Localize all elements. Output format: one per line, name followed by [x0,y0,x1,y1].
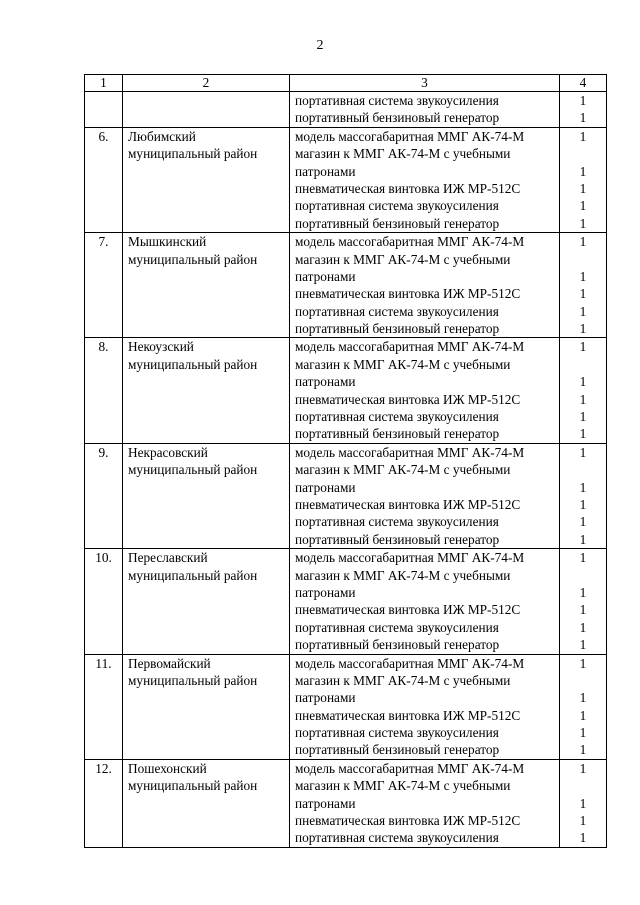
district-name: Некрасовский [128,444,208,460]
equipment-item: магазин к ММГ АК-74-М с учебными [295,146,511,162]
equipment-item: портативная система звукоусиления [295,198,499,214]
row-number-cell [85,127,123,232]
row-number: 12. [95,760,112,776]
quantity-value [560,356,606,373]
quantity-value: 1 [579,690,587,706]
equipment-item: портативная система звукоусиления [295,830,499,846]
quantity-value: 1 [579,234,587,250]
equipment-item: портативный бензиновый генератор [295,215,500,231]
equipment-item: портативный бензиновый генератор [295,742,500,758]
row-number: 6. [98,128,109,144]
equipment-item: портативная система звукоусиления [295,514,499,530]
quantity-value: 1 [579,339,587,355]
quantity-cell [560,233,607,338]
equipment-item: портативная система звукоусиления [295,93,499,108]
equipment-item: магазин к ММГ АК-74-М с учебными [295,462,511,478]
district-name: муниципальный район [128,567,258,583]
equipment-item: модель массогабаритная ММГ АК-74-М [295,234,525,250]
quantity-value: 1 [579,374,587,390]
quantity-value: 1 [579,655,587,671]
quantity-value: 1 [579,830,587,846]
row-number-cell [85,549,123,654]
quantity-value: 1 [579,795,587,811]
equipment-item: пневматическая винтовка ИЖ МР-512С [295,286,521,302]
quantity-value: 1 [579,426,587,442]
quantity-value: 1 [579,637,587,653]
district-name: Пошехонский [128,760,207,776]
row-number-cell [85,443,123,548]
quantity-value: 1 [579,93,587,108]
table-row [85,549,607,654]
equipment-item: магазин к ММГ АК-74-М с учебными [295,778,511,794]
quantity-value: 1 [579,813,587,829]
items-cell [290,549,560,654]
column-header-1: 1 [85,75,123,92]
continuation-row [85,92,607,128]
equipment-item: патронами [295,163,356,179]
equipment-item: модель массогабаритная ММГ АК-74-М [295,655,525,671]
row-number: 9. [98,444,109,460]
district-cell [123,549,290,654]
equipment-item: пневматическая винтовка ИЖ МР-512С [295,813,521,829]
table-body [85,75,607,848]
quantity-value: 1 [579,286,587,302]
district-cell [123,654,290,759]
district-name: Переславский [128,550,208,566]
table-header-row [85,75,607,92]
column-header-4: 4 [560,75,607,92]
row-number: 7. [98,234,109,250]
quantity-value: 1 [579,391,587,407]
page-number: 2 [316,38,324,53]
quantity-value: 1 [579,110,587,126]
row-number-cell [85,338,123,443]
quantity-value: 1 [579,268,587,284]
district-name: муниципальный район [128,251,258,267]
column-header-2: 2 [123,75,290,92]
row-number-cell [85,759,123,847]
equipment-item: магазин к ММГ АК-74-М с учебными [295,356,511,372]
equipment-item: патронами [295,584,356,600]
quantity-value: 1 [579,531,587,547]
items-cell [290,233,560,338]
district-name: Первомайский [128,655,211,671]
quantity-value: 1 [579,128,587,144]
equipment-item: модель массогабаритная ММГ АК-74-М [295,444,525,460]
items-cell [290,338,560,443]
district-cell [123,127,290,232]
column-header-3: 3 [290,75,560,92]
equipment-item: портативная система звукоусиления [295,409,499,425]
quantity-value: 1 [579,303,587,319]
equipment-item: портативный бензиновый генератор [295,637,500,653]
quantity-cell [560,443,607,548]
equipment-item: пневматическая винтовка ИЖ МР-512С [295,496,521,512]
quantity-cell [560,759,607,847]
quantity-value [560,672,606,689]
equipment-item: портативный бензиновый генератор [295,321,500,337]
table-row [85,654,607,759]
quantity-cell [560,654,607,759]
quantity-value [560,777,606,794]
row-number-cell [85,654,123,759]
quantity-value: 1 [579,479,587,495]
equipment-item: патронами [295,795,356,811]
quantity-value: 1 [579,444,587,460]
equipment-item: магазин к ММГ АК-74-М с учебными [295,567,511,583]
items-cell [290,654,560,759]
quantity-value: 1 [579,409,587,425]
quantity-value: 1 [579,760,587,776]
district-name: Любимский [128,128,196,144]
district-name: муниципальный район [128,778,258,794]
equipment-item: модель массогабаритная ММГ АК-74-М [295,760,525,776]
quantity-value: 1 [579,584,587,600]
quantity-cell [560,549,607,654]
row-number: 11. [95,655,112,671]
quantity-value: 1 [579,215,587,231]
table-row [85,759,607,847]
quantity-cell [560,338,607,443]
items-cell [290,92,560,128]
table-row [85,233,607,338]
equipment-item: патронами [295,374,356,390]
equipment-item: патронами [295,268,356,284]
row-number: 10. [95,550,112,566]
items-cell [290,443,560,548]
district-name: Некоузский [128,339,194,355]
quantity-value: 1 [579,550,587,566]
equipment-item: портативная система звукоусиления [295,303,499,319]
row-number-cell [85,92,123,128]
table-row [85,443,607,548]
district-cell [123,92,290,128]
district-name: муниципальный район [128,146,258,162]
equipment-item: модель массогабаритная ММГ АК-74-М [295,128,525,144]
items-cell [290,127,560,232]
quantity-value: 1 [579,163,587,179]
row-number: 8. [98,339,109,355]
equipment-item: пневматическая винтовка ИЖ МР-512С [295,180,521,196]
equipment-item: патронами [295,479,356,495]
table-row [85,338,607,443]
district-name: муниципальный район [128,672,258,688]
equipment-item: пневматическая винтовка ИЖ МР-512С [295,602,521,618]
quantity-value [560,145,606,162]
equipment-table [84,74,607,848]
quantity-value: 1 [579,725,587,741]
equipment-item: патронами [295,690,356,706]
equipment-item: магазин к ММГ АК-74-М с учебными [295,672,511,688]
quantity-cell [560,127,607,232]
equipment-item: модель массогабаритная ММГ АК-74-М [295,339,525,355]
district-cell [123,233,290,338]
quantity-value [560,567,606,584]
equipment-item: портативный бензиновый генератор [295,531,500,547]
quantity-cell [560,92,607,128]
items-cell [290,759,560,847]
equipment-item: пневматическая винтовка ИЖ МР-512С [295,391,521,407]
quantity-value: 1 [579,496,587,512]
equipment-item: магазин к ММГ АК-74-М с учебными [295,251,511,267]
quantity-value [560,251,606,268]
equipment-item: пневматическая винтовка ИЖ МР-512С [295,707,521,723]
equipment-item: портативная система звукоусиления [295,725,499,741]
equipment-item: портативная система звукоусиления [295,619,499,635]
district-name: муниципальный район [128,356,258,372]
equipment-item: портативный бензиновый генератор [295,426,500,442]
district-cell [123,443,290,548]
district-name: Мышкинский [128,234,207,250]
district-cell [123,759,290,847]
equipment-item: портативный бензиновый генератор [295,110,500,126]
quantity-value: 1 [579,602,587,618]
quantity-value: 1 [579,198,587,214]
quantity-value: 1 [579,742,587,758]
quantity-value: 1 [579,180,587,196]
equipment-item: модель массогабаритная ММГ АК-74-М [295,550,525,566]
district-name: муниципальный район [128,462,258,478]
quantity-value: 1 [579,707,587,723]
quantity-value: 1 [579,514,587,530]
row-number-cell [85,233,123,338]
district-cell [123,338,290,443]
quantity-value: 1 [579,619,587,635]
quantity-value: 1 [579,321,587,337]
quantity-value [560,461,606,478]
table-row [85,127,607,232]
